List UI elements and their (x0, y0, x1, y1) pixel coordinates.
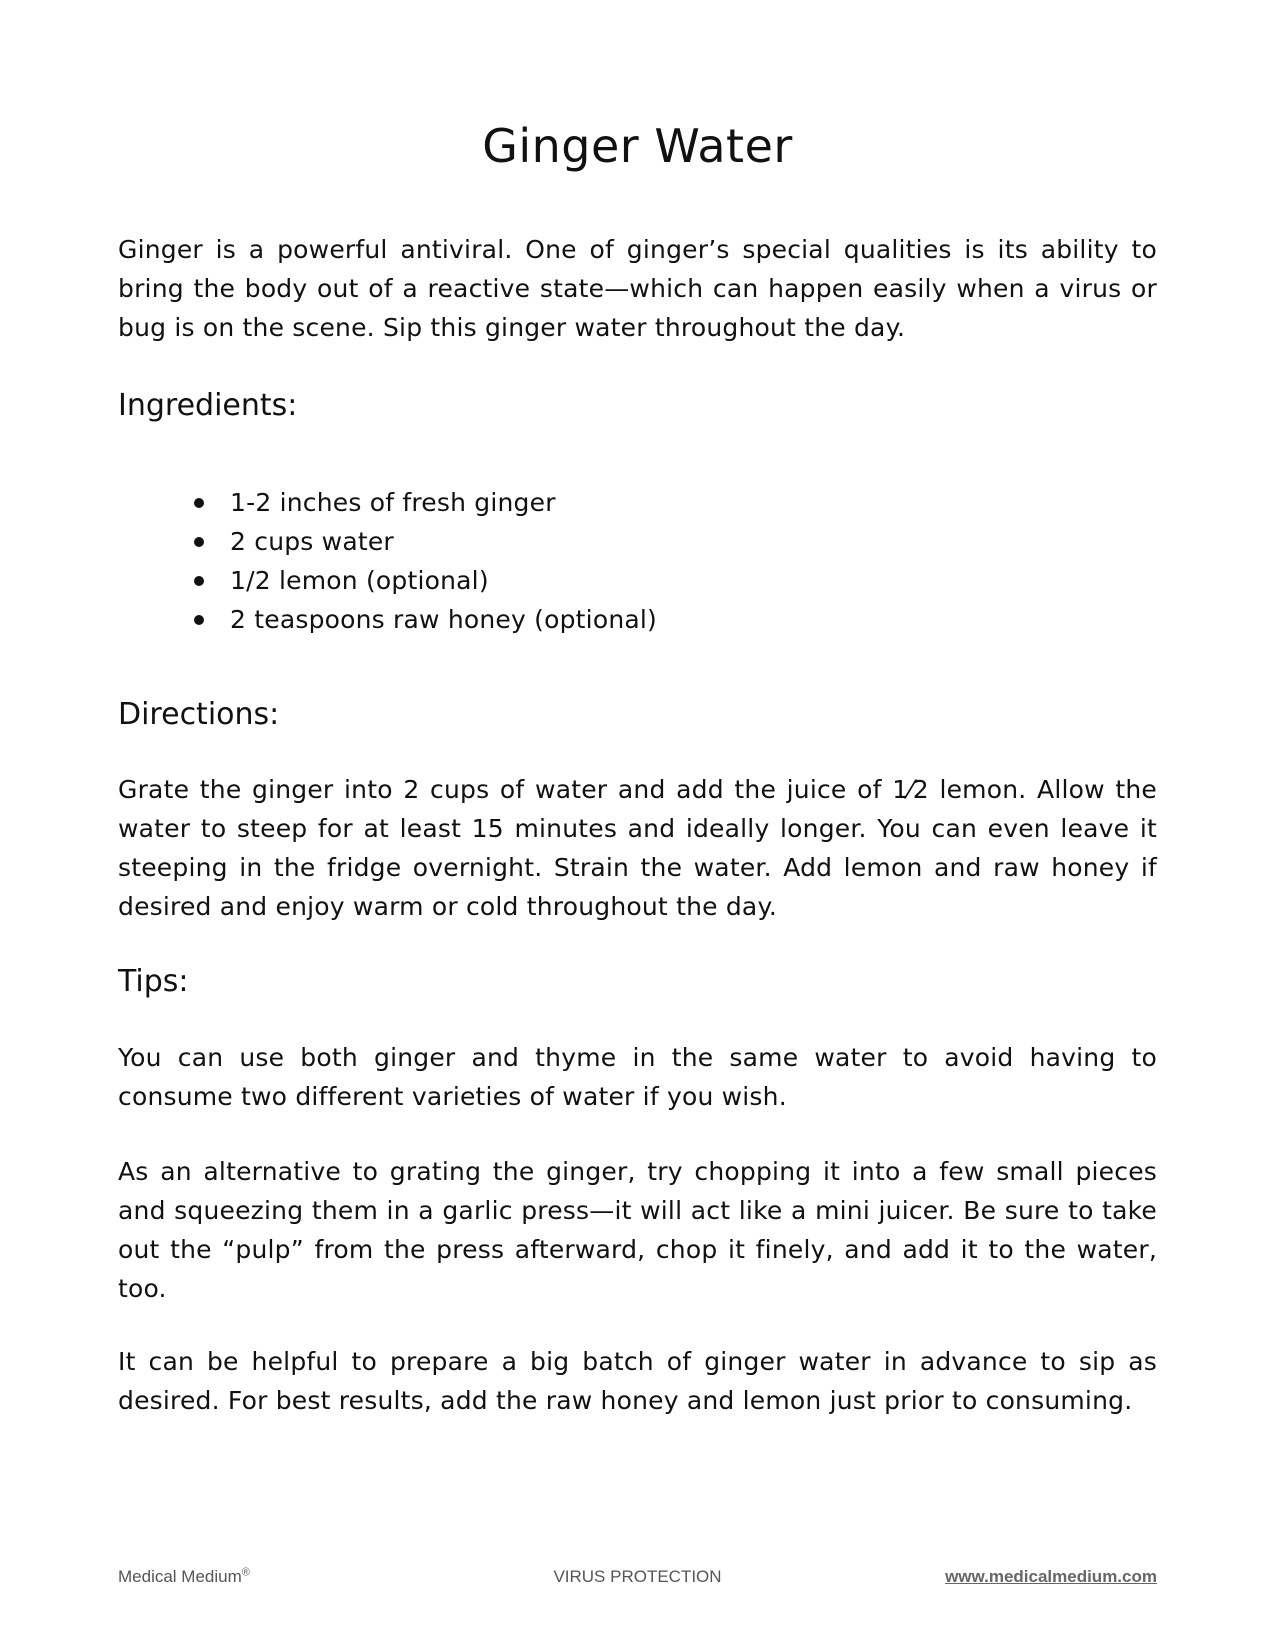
tip-paragraph: You can use both ginger and thyme in the same water to avoid having to consume two different varieties of water if you wish. (118, 1043, 1157, 1111)
bullet-icon (194, 576, 204, 586)
bullet-icon (194, 537, 204, 547)
page-title: Ginger Water (482, 119, 793, 173)
tip-block-1 (118, 1038, 1157, 1116)
bullet-icon (194, 615, 204, 625)
tip-block-2 (118, 1152, 1157, 1308)
tip-block-3 (118, 1342, 1157, 1420)
tip-paragraph: It can be helpful to prepare a big batch of ginger water in advance to sip as desired. For best results, add the raw honey and lemon just prior to consuming. (118, 1347, 1157, 1415)
ingredients-list (190, 483, 657, 639)
intro-paragraph: Ginger is a powerful antiviral. One of ginger’s special qualities is its ability to bring the body out of a reactive state—which can happen easily when a virus or bug is on the scene. Sip this ginger water throughout the day. (118, 235, 1157, 342)
tips-heading: Tips: (118, 964, 189, 999)
list-item (190, 522, 657, 561)
registered-mark: ® (241, 1566, 250, 1579)
directions-heading-block (118, 695, 1157, 735)
ingredient-text: 1/2 lemon (optional) (230, 566, 489, 595)
footer-section-label: VIRUS PROTECTION (553, 1567, 722, 1586)
bullet-icon (194, 498, 204, 508)
directions-heading: Directions: (118, 697, 280, 732)
directions-section (118, 770, 1157, 926)
ingredient-text: 2 teaspoons raw honey (optional) (230, 605, 657, 634)
list-item (190, 483, 657, 522)
tip-paragraph: As an alternative to grating the ginger, try chopping it into a few small pieces and squeezing them in a garlic press—it will act like a mini juicer. Be sure to take out the “pulp” from the press afterward, chop it finely, and add it to the water, too. (118, 1157, 1157, 1303)
intro-section (118, 230, 1157, 347)
ingredients-section (118, 386, 1157, 426)
list-item (190, 561, 657, 600)
footer-brand-text: Medical Medium (118, 1567, 242, 1586)
tips-heading-block (118, 962, 1157, 1002)
list-item (190, 600, 657, 639)
footer-url-link[interactable]: www.medicalmedium.com (945, 1567, 1157, 1586)
ingredient-text: 2 cups water (230, 527, 394, 556)
ingredients-heading: Ingredients: (118, 388, 298, 423)
directions-paragraph: Grate the ginger into 2 cups of water and add the juice of 1⁄2 lemon. Allow the water to steep for at least 15 minutes and ideally longer. You can even leave it steeping in the fridge overnight. Strain the water. Add lemon and raw honey if desired and enjoy warm or cold throughout the day. (118, 775, 1157, 921)
ingredient-text: 1-2 inches of fresh ginger (230, 488, 556, 517)
